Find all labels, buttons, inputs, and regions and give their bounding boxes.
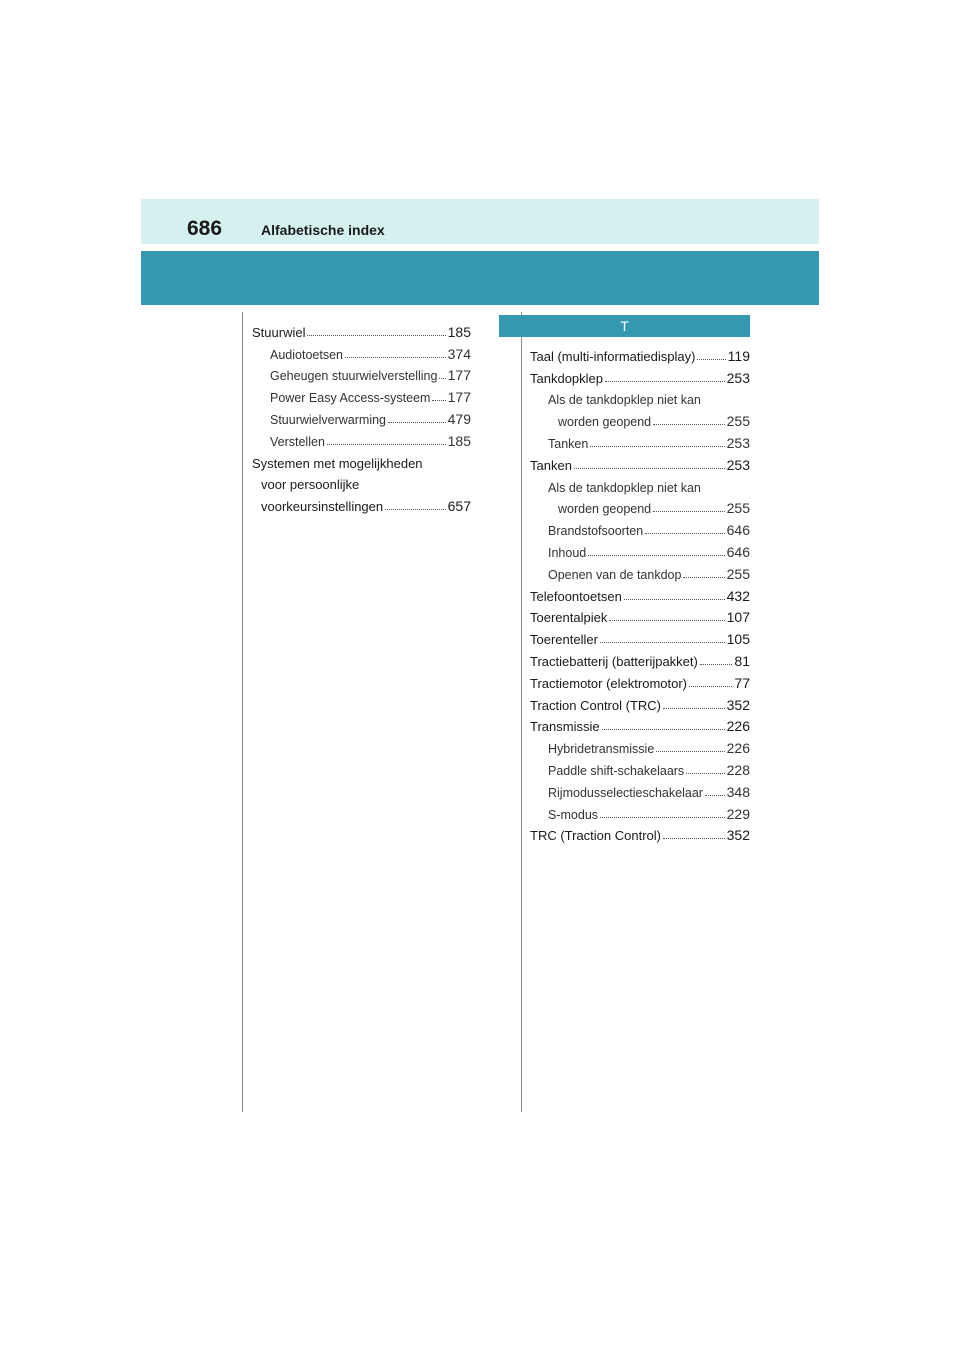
index-entry-label: Toerenteller bbox=[530, 632, 598, 648]
index-entry bbox=[530, 669, 750, 691]
index-entry-page[interactable]: 229 bbox=[726, 805, 750, 822]
index-entry-page[interactable]: 479 bbox=[447, 410, 471, 427]
dot-leader bbox=[385, 509, 446, 510]
header-band bbox=[141, 199, 819, 244]
index-entry-label: Stuurwiel bbox=[252, 324, 306, 340]
index-entry-page[interactable]: 177 bbox=[447, 389, 471, 406]
index-entry bbox=[252, 318, 471, 340]
index-entry-label: worden geopend bbox=[558, 415, 652, 430]
index-entry-label: Inhoud bbox=[548, 545, 587, 560]
section-title: Alfabetische index bbox=[261, 222, 385, 238]
index-entry-page[interactable]: 374 bbox=[447, 345, 471, 362]
index-entry bbox=[530, 800, 750, 822]
index-entry bbox=[530, 429, 750, 451]
dot-leader bbox=[705, 795, 725, 796]
index-entry-page[interactable]: 348 bbox=[726, 783, 750, 800]
letter-heading-t: T bbox=[499, 315, 750, 337]
index-entry bbox=[252, 383, 471, 405]
index-column-left bbox=[252, 318, 471, 514]
index-entry bbox=[252, 405, 471, 427]
index-entry-label: Brandstofsoorten bbox=[548, 524, 644, 539]
index-entry bbox=[530, 734, 750, 756]
index-entry-label: Tractiemotor (elektromotor) bbox=[530, 675, 687, 691]
dot-leader bbox=[653, 424, 725, 425]
index-entry-page[interactable]: 185 bbox=[447, 432, 471, 449]
dot-leader bbox=[388, 422, 446, 423]
page-number: 686 bbox=[187, 217, 223, 240]
dot-leader bbox=[590, 446, 724, 447]
dot-leader bbox=[697, 359, 725, 360]
index-entry-label: Power Easy Access-systeem bbox=[270, 391, 431, 406]
index-entry bbox=[252, 471, 471, 493]
index-entry bbox=[252, 340, 471, 362]
index-entry bbox=[530, 582, 750, 604]
dot-leader bbox=[624, 599, 725, 600]
index-entry-label: Hybridetransmissie bbox=[548, 742, 655, 757]
index-entry-label: voorkeursinstellingen bbox=[261, 499, 384, 515]
index-entry-page[interactable]: 226 bbox=[726, 718, 750, 735]
index-entry-page[interactable]: 107 bbox=[726, 609, 750, 626]
index-entry-page[interactable]: 646 bbox=[726, 522, 750, 539]
index-entry bbox=[530, 604, 750, 626]
dot-leader bbox=[605, 381, 725, 382]
index-entry bbox=[530, 625, 750, 647]
index-entry bbox=[252, 449, 471, 471]
index-entry-label: Systemen met mogelijkheden bbox=[252, 455, 423, 471]
index-entry-label: worden geopend bbox=[558, 502, 652, 517]
index-entry-page[interactable]: 177 bbox=[447, 367, 471, 384]
index-entry bbox=[530, 386, 750, 408]
index-entry bbox=[252, 427, 471, 449]
dot-leader bbox=[327, 444, 446, 445]
index-entry-page[interactable]: 255 bbox=[726, 565, 750, 582]
index-entry bbox=[252, 492, 471, 514]
index-entry-label: Geheugen stuurwielverstelling bbox=[270, 369, 438, 384]
index-entry-label: S-modus bbox=[548, 807, 599, 822]
index-entry bbox=[530, 516, 750, 538]
index-entry-page[interactable]: 228 bbox=[726, 761, 750, 778]
dot-leader bbox=[439, 378, 445, 379]
index-entry-label: Tanken bbox=[530, 457, 572, 473]
index-entry bbox=[530, 538, 750, 560]
index-entry-label: Audiotoetsen bbox=[270, 347, 343, 362]
index-entry-label: Transmissie bbox=[530, 719, 600, 735]
index-entry-page[interactable]: 81 bbox=[734, 652, 750, 669]
index-entry-label: voor persoonlijke bbox=[261, 477, 360, 493]
index-entry bbox=[530, 560, 750, 582]
index-entry-page[interactable]: 255 bbox=[726, 413, 750, 430]
index-entry-page[interactable]: 646 bbox=[726, 543, 750, 560]
dot-leader bbox=[686, 773, 724, 774]
index-entry-page[interactable]: 77 bbox=[734, 674, 750, 691]
index-entry-page[interactable]: 657 bbox=[447, 498, 471, 515]
index-entry bbox=[530, 473, 750, 495]
index-entry-label: Verstellen bbox=[270, 434, 325, 449]
left-column-rule bbox=[242, 312, 243, 1112]
index-entry-page[interactable]: 119 bbox=[727, 347, 750, 364]
index-entry-label: Tanken bbox=[548, 436, 589, 451]
dot-leader bbox=[307, 335, 445, 336]
index-entry-page[interactable]: 253 bbox=[726, 434, 750, 451]
dot-leader bbox=[700, 664, 733, 665]
dot-leader bbox=[653, 511, 725, 512]
dot-leader bbox=[432, 400, 445, 401]
dot-leader bbox=[588, 555, 724, 556]
dot-leader bbox=[600, 642, 725, 643]
index-entry-page[interactable]: 432 bbox=[726, 587, 750, 604]
index-entry-page[interactable]: 185 bbox=[447, 323, 471, 340]
dot-leader bbox=[574, 468, 725, 469]
index-entry bbox=[252, 362, 471, 384]
index-entry bbox=[530, 778, 750, 800]
dot-leader bbox=[663, 708, 725, 709]
index-entry bbox=[530, 822, 750, 844]
index-entry bbox=[530, 364, 750, 386]
dot-leader bbox=[663, 838, 725, 839]
index-entry bbox=[530, 495, 750, 517]
index-entry-page[interactable]: 105 bbox=[726, 631, 750, 648]
index-entry-label: Taal (multi-informatiedisplay) bbox=[530, 348, 696, 364]
index-entry-label: Tractiebatterij (batterijpakket) bbox=[530, 653, 698, 669]
decorative-band bbox=[141, 251, 819, 305]
index-entry-label: Stuurwielverwarming bbox=[270, 412, 387, 427]
dot-leader bbox=[683, 577, 724, 578]
index-entry-label: Telefoontoetsen bbox=[530, 588, 622, 604]
index-entry-label: Openen van de tankdop bbox=[548, 567, 682, 582]
dot-leader bbox=[602, 729, 725, 730]
index-entry-label: Als de tankdopklep niet kan bbox=[548, 480, 701, 495]
index-entry-label: Traction Control (TRC) bbox=[530, 697, 661, 713]
index-entry bbox=[530, 407, 750, 429]
index-entry-label: Tankdopklep bbox=[530, 370, 603, 386]
index-column-right bbox=[499, 315, 750, 843]
index-entry-label: TRC (Traction Control) bbox=[530, 828, 661, 844]
index-entry-page[interactable]: 352 bbox=[726, 696, 750, 713]
dot-leader bbox=[609, 620, 724, 621]
index-entry bbox=[530, 451, 750, 473]
index-entry bbox=[530, 713, 750, 735]
index-entry-label: Als de tankdopklep niet kan bbox=[548, 393, 701, 408]
index-entry bbox=[530, 342, 750, 364]
dot-leader bbox=[656, 751, 724, 752]
dot-leader bbox=[645, 533, 724, 534]
dot-leader bbox=[600, 817, 725, 818]
index-entry-page[interactable]: 253 bbox=[726, 456, 750, 473]
index-entry bbox=[530, 756, 750, 778]
index-entry-label: Rijmodusselectieschakelaar bbox=[548, 785, 703, 800]
dot-leader bbox=[345, 357, 446, 358]
dot-leader bbox=[689, 686, 732, 687]
index-entry-page[interactable]: 255 bbox=[726, 500, 750, 517]
index-entry bbox=[530, 647, 750, 669]
index-entry-label: Paddle shift-schakelaars bbox=[548, 763, 685, 778]
index-entry-page[interactable]: 253 bbox=[726, 369, 750, 386]
index-entry-label: Toerentalpiek bbox=[530, 610, 608, 626]
index-entry-page[interactable]: 352 bbox=[726, 827, 750, 844]
index-entry bbox=[530, 691, 750, 713]
index-entry-page[interactable]: 226 bbox=[726, 740, 750, 757]
